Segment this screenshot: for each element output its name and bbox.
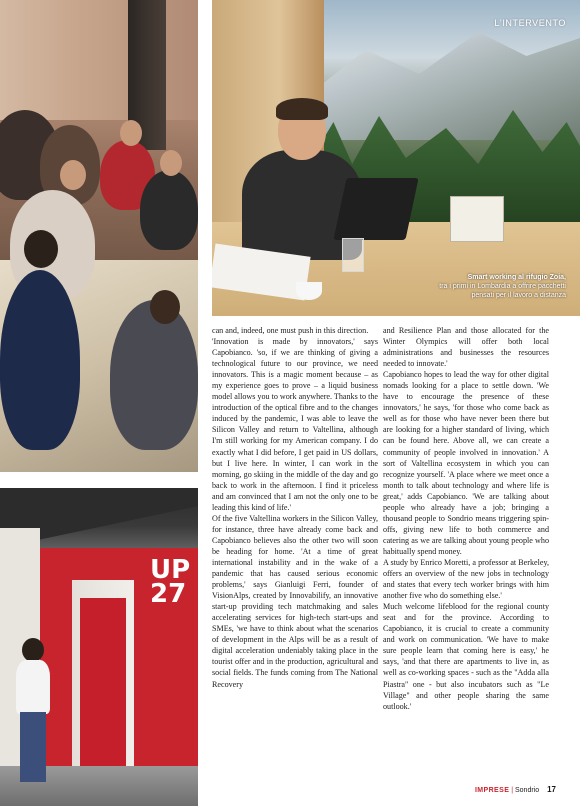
page-footer bbox=[475, 785, 556, 794]
audience-head bbox=[160, 150, 182, 176]
woman-jeans bbox=[20, 712, 46, 782]
audience-photo bbox=[0, 0, 198, 472]
caption-line: tra i primi in Lombardia a offrire pacchetti bbox=[439, 283, 566, 290]
audience-head bbox=[150, 290, 180, 324]
paragraph: A study by Enrico Moretti, a professor at Berkeley, offers an overview of the new jobs in technology and states that every tech worker brings with him another five who do something else.' bbox=[383, 557, 549, 601]
article-column-right bbox=[383, 325, 549, 712]
smart-working-photo bbox=[212, 0, 580, 316]
photo-man-hair bbox=[276, 98, 328, 120]
audience-person bbox=[140, 170, 198, 250]
photo-caption bbox=[376, 273, 566, 300]
caption-line: pensati per il lavoro a distanza bbox=[471, 292, 566, 299]
paragraph: can and, indeed, one must push in this direction. bbox=[212, 326, 369, 335]
photo-laptop-computer bbox=[333, 178, 418, 240]
photo-table-sign bbox=[450, 196, 504, 242]
up27-sign: UP 27 bbox=[150, 555, 191, 609]
paragraph: and Resilience Plan and those allocated for the Winter Olympics will offer both local administrations and businesses the resources needed to innovate.' bbox=[383, 326, 549, 369]
woman-shirt bbox=[16, 660, 50, 714]
caption-title: Smart working al rifugio Zoia, bbox=[467, 274, 566, 281]
photo-wall bbox=[0, 0, 198, 120]
audience-head bbox=[60, 160, 86, 190]
audience-person bbox=[110, 300, 198, 450]
paragraph: Of the five Valtellina workers in the Silicon Valley, for instance, three have already come back and Capobianco believes also the other two will soon be heading for home. 'At a time of great international instability and in the wake of a pandemic that has caused serious economic problems,' says Gianluigi Ferri, founder of VisionAlps, created by Innovabilify, an innovative start-up providing tech matchmaking and sales accelerating services for high-tech start-ups and SMEs, 'we have to think about what the scenarios of development in the Alps will be as a result of digital acceleration undeniably taking place in the tourist offer and in the production, agricultural and social fields. The funds coming from The National Recovery bbox=[212, 513, 378, 689]
footer-separator: | bbox=[511, 787, 514, 794]
page-number: 17 bbox=[547, 785, 556, 794]
audience-person bbox=[0, 270, 80, 450]
paragraph: Capobianco hopes to lead the way for other digital nomads looking for a place to settle down. 'We have to encourage the presence of these innovators,' he says, 'for those who come back as well as for those who have never been there but are looking for a higher standard of living, which can be found here. Above all, we can create a community of people involved in innovation.' A sort of Valtellina ecosystem in which you can recognize yourself. 'A place where we meet once a month to talk about technology and where life is great,' adds Capobianco. 'We are talking about people who already have a job; bringing a thousand people to Sondrio means triggering spin-offs, giving new life to both commerce and catering as we are talking about young people who habitually spend money. bbox=[383, 370, 549, 556]
woman-head bbox=[22, 638, 44, 662]
article-column-left bbox=[212, 325, 378, 690]
section-label: L'INTERVENTO bbox=[494, 18, 566, 28]
paragraph: 'Innovation is made by innovators,' says Capobianco. 'so, if we are thinking of giving a technological future to our province, we need innovators. This is a magic moment because – as my experience goes to prove – a liquid business model allows you to work anywhere. Thanks to the introduction of the optical fibre and to the changes induced by the pandemic, I was able to leave the Silicon Valley and return to Valtellina, although I'm still working for my American company. I do exactly what I did before, I get paid in US dollars, but I live here. In winter, I can work in the morning, go skiing in the middle of the day and go back to work in the afternoon. I find it priceless and am convinced that I am not the only one to be leading this kind of life.' bbox=[212, 337, 378, 512]
paragraph: Much welcome lifeblood for the regional county seat and for the province. According to Capobianco, it is crucial to create a community and work on communication. 'We have to make sure people learn that coming here is easy,' he says, 'and that there are apartments to live in, as well as co-working spaces - such as the "Adda alla Piastra" one - but also incubators such as "Le Village" and other people sharing the same outlook.' bbox=[383, 602, 549, 711]
photo-woman bbox=[12, 638, 54, 788]
photo-cup bbox=[296, 282, 322, 300]
audience-head bbox=[24, 230, 58, 268]
photo-glass bbox=[342, 238, 364, 272]
corridor-photo bbox=[0, 488, 198, 806]
footer-brand: IMPRESE bbox=[474, 787, 510, 794]
footer-location: Sondrio bbox=[515, 787, 540, 794]
audience-head bbox=[120, 120, 142, 146]
